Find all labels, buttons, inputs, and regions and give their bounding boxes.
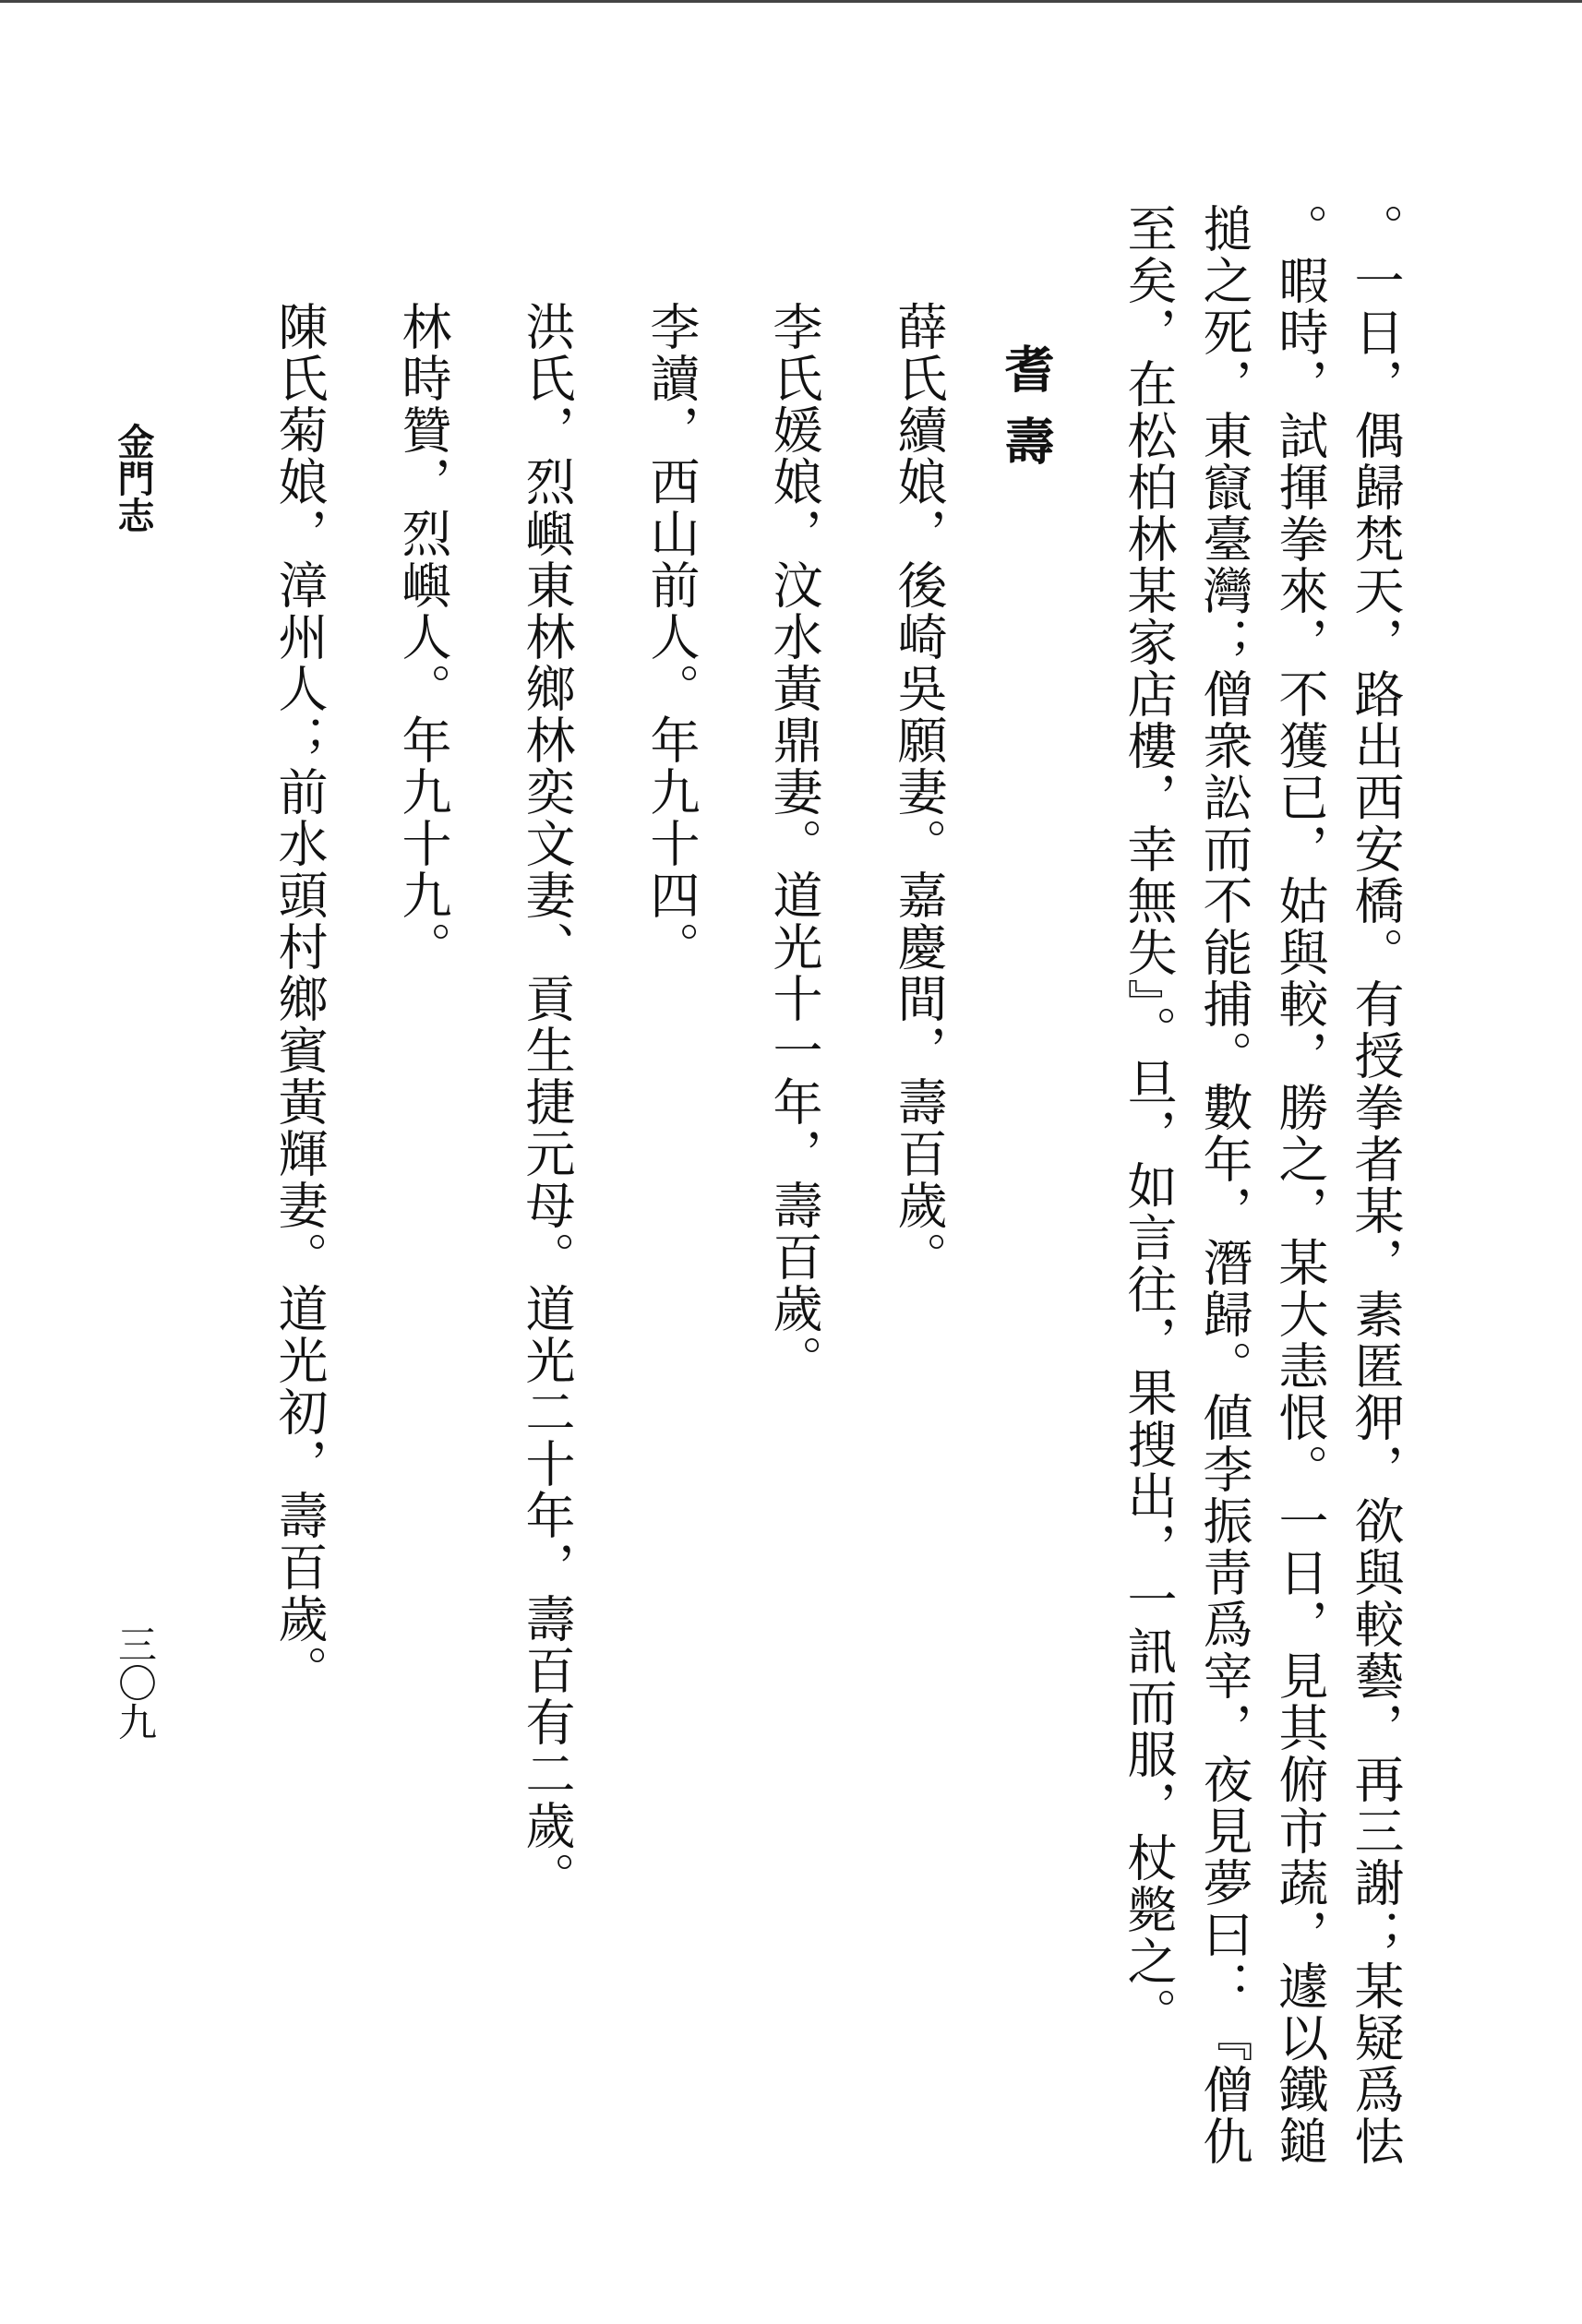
text-column-1: 。一日，偶歸梵天，路出西安橋。有授拳者某，素匿狎，欲與較藝，再三謝；某疑爲怯: [1347, 203, 1405, 2167]
book-title: 金門志: [112, 423, 155, 533]
entry-li-shi: 李氏媛娘，汶水黃鼎妻。道光十一年，壽百歲。: [765, 301, 823, 1386]
entry-xue-shi: 薛氏續娘，後崎吳願妻。嘉慶間，壽百歲。: [890, 301, 948, 1283]
page-number: 三〇九: [113, 1624, 158, 1741]
text-column-2: 。暇時，試揮拳來，不獲已，姑與較，勝之，某大恚恨。一日，見其俯市蔬，遽以鐵鎚: [1271, 203, 1329, 2167]
entry-lin-shizan: 林時贊，烈嶼人。年九十九。: [394, 301, 452, 973]
text-column-3: 搥之死，東竄臺灣；僧衆訟而不能捕。數年，潛歸。値李振靑爲宰，夜見夢曰：『僧仇: [1195, 203, 1253, 2167]
text-column-4: 至矣，在松柏林某家店樓，幸無失』。旦，如言往，果搜出，一訊而服，杖斃之。: [1120, 203, 1178, 2039]
entry-chen-shi: 陳氏菊娘，漳州人；前水頭村鄉賓黃輝妻。道光初，壽百歲。: [270, 301, 329, 1696]
top-border-rule: [0, 0, 1582, 3]
entry-hong-shi: 洪氏，烈嶼東林鄉林奕文妻、貢生捷元母。道光二十年，壽百有二歲。: [518, 301, 576, 1903]
entry-li-du: 李讀，西山前人。年九十四。: [642, 301, 701, 973]
section-heading: 耆壽: [997, 343, 1056, 487]
